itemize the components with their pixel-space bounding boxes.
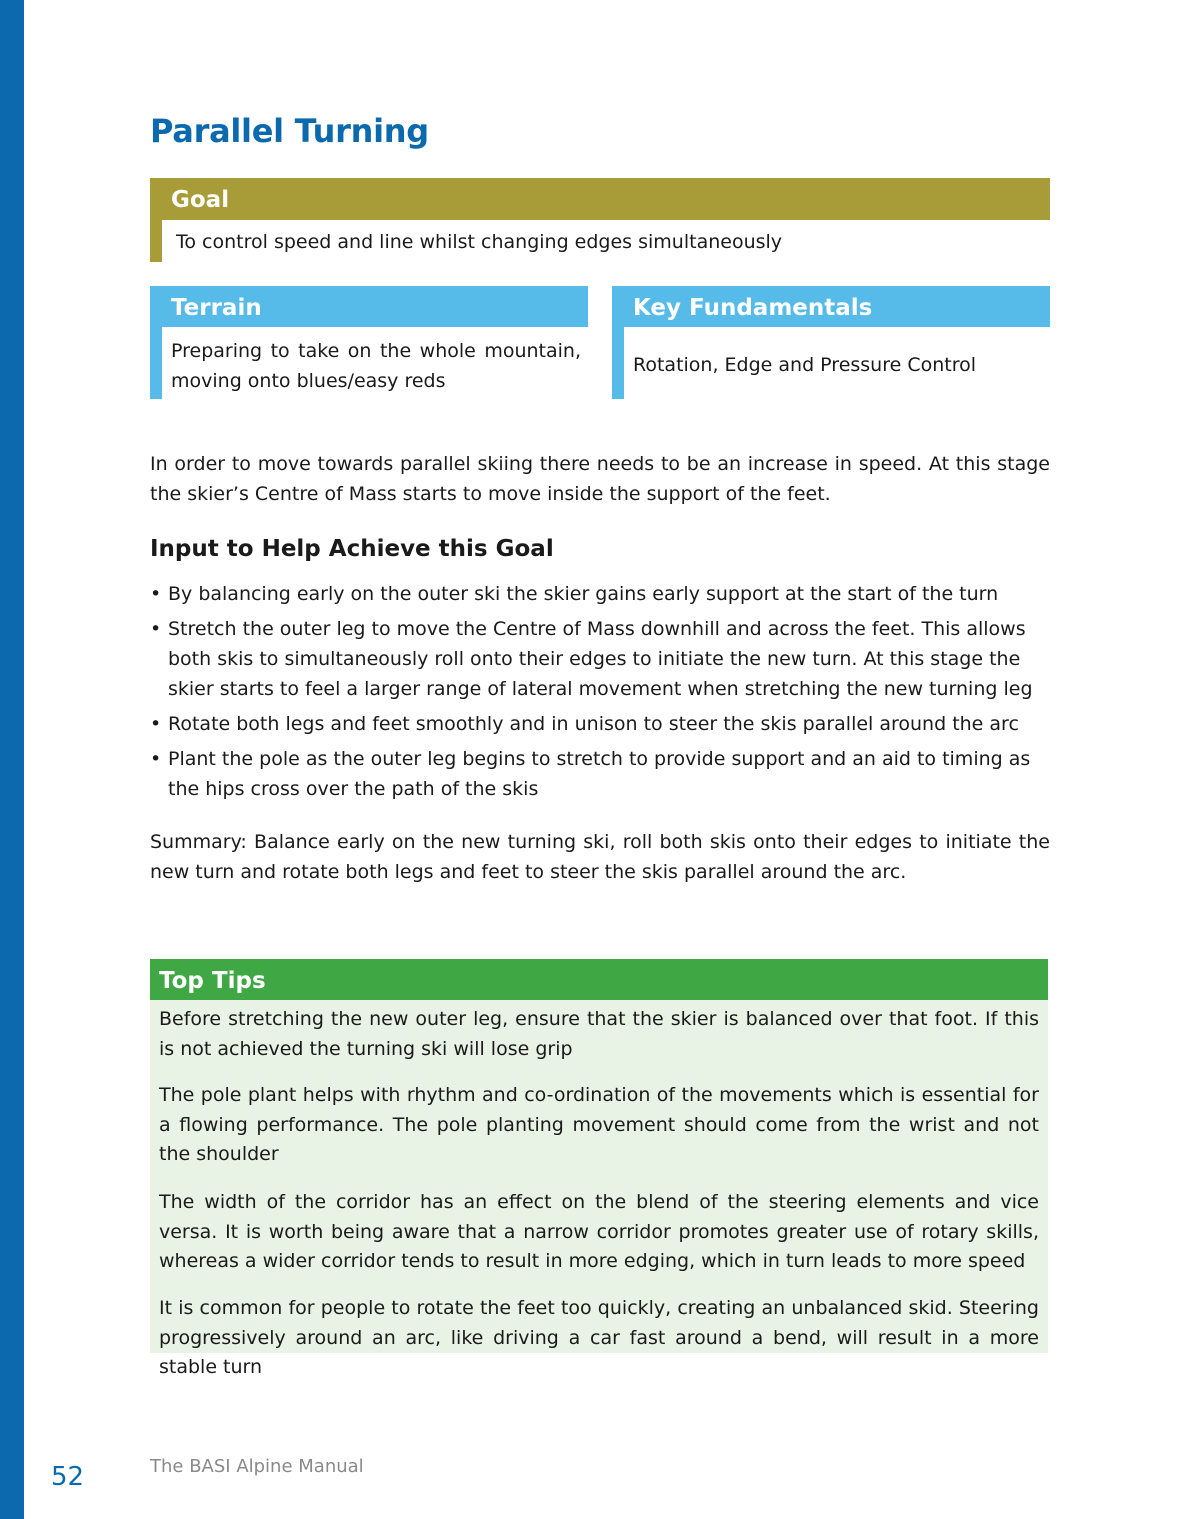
bullet-text: Plant the pole as the outer leg begins to stretch to provide support and an aid to timing as the hips cross over the path of the skis <box>168 748 1031 800</box>
bullet-text: Rotate both legs and feet smoothly and in unison to steer the skis parallel around the arc <box>168 713 1019 735</box>
goal-heading-bar <box>150 178 1050 220</box>
fundamentals-box <box>612 286 1050 399</box>
input-heading: Input to Help Achieve this Goal <box>150 536 554 562</box>
bullet-dot: • <box>150 748 162 770</box>
bullet-text: By balancing early on the outer ski the skier gains early support at the start of the turn <box>168 583 999 605</box>
intro-paragraph: In order to move towards parallel skiing there needs to be an increase in speed. At this stage the skier’s Centre of Mass starts to move inside the support of the feet. <box>150 453 1050 505</box>
footer-manual-title: The BASI Alpine Manual <box>150 1456 364 1477</box>
bullet-dot: • <box>150 583 162 605</box>
tip-paragraph: The width of the corridor has an effect on the blend of the steering elements and vice versa. It is worth being aware that a narrow corridor promotes greater use of rotary skills, whereas a wider corridor tends to result in more edging, which in turn leads to more speed <box>159 1191 1039 1272</box>
list-item <box>150 579 1050 609</box>
tip-paragraph: Before stretching the new outer leg, ensure that the skier is balanced over that foot. If this is not achieved the turning ski will lose grip <box>159 1008 1039 1060</box>
list-item <box>150 614 1050 704</box>
top-tips-box <box>150 959 1048 1378</box>
terrain-text-line-1: Preparing to take on the whole mountain, <box>171 340 581 362</box>
terrain-text-line-2: moving onto blues/easy reds <box>171 370 446 392</box>
fundamentals-heading-bar <box>612 286 1050 327</box>
terrain-box <box>150 286 588 399</box>
side-color-bar <box>0 0 24 1519</box>
top-tips-heading: Top Tips <box>159 968 266 994</box>
top-tips-heading-bar <box>150 959 1048 1000</box>
terrain-heading: Terrain <box>171 295 262 321</box>
terrain-heading-bar <box>150 286 588 327</box>
input-bullet-list <box>150 579 1050 809</box>
page-title: Parallel Turning <box>150 112 429 150</box>
goal-text: To control speed and line whilst changing edges simultaneously <box>176 231 783 253</box>
fundamentals-text: Rotation, Edge and Pressure Control <box>633 354 977 376</box>
page-number: 52 <box>51 1462 85 1492</box>
summary-paragraph: Summary: Balance early on the new turning ski, roll both skis onto their edges to initiate the new turn and rotate both legs and feet to steer the skis parallel around the arc. <box>150 831 1050 883</box>
goal-box <box>150 178 1050 262</box>
tip-paragraph: The pole plant helps with rhythm and co-ordination of the movements which is essential for a flowing performance. The pole planting movement should come from the wrist and not the shoulder <box>159 1084 1039 1165</box>
list-item <box>150 744 1050 804</box>
fundamentals-heading: Key Fundamentals <box>633 295 873 321</box>
goal-heading: Goal <box>171 187 230 213</box>
bullet-dot: • <box>150 713 162 735</box>
terrain-text <box>171 336 581 396</box>
tip-paragraph: It is common for people to rotate the feet too quickly, creating an unbalanced skid. Steering progressively around an arc, like driving a car fast around a bend, will result in a more stable turn <box>159 1297 1039 1378</box>
list-item <box>150 709 1050 739</box>
bullet-dot: • <box>150 618 162 640</box>
bullet-text: Stretch the outer leg to move the Centre of Mass downhill and across the feet. This allows both skis to simultaneously roll onto their edges to initiate the new turn. At this stage the skier starts to feel a larger range of lateral movement when stretching the new turning leg <box>168 618 1033 700</box>
